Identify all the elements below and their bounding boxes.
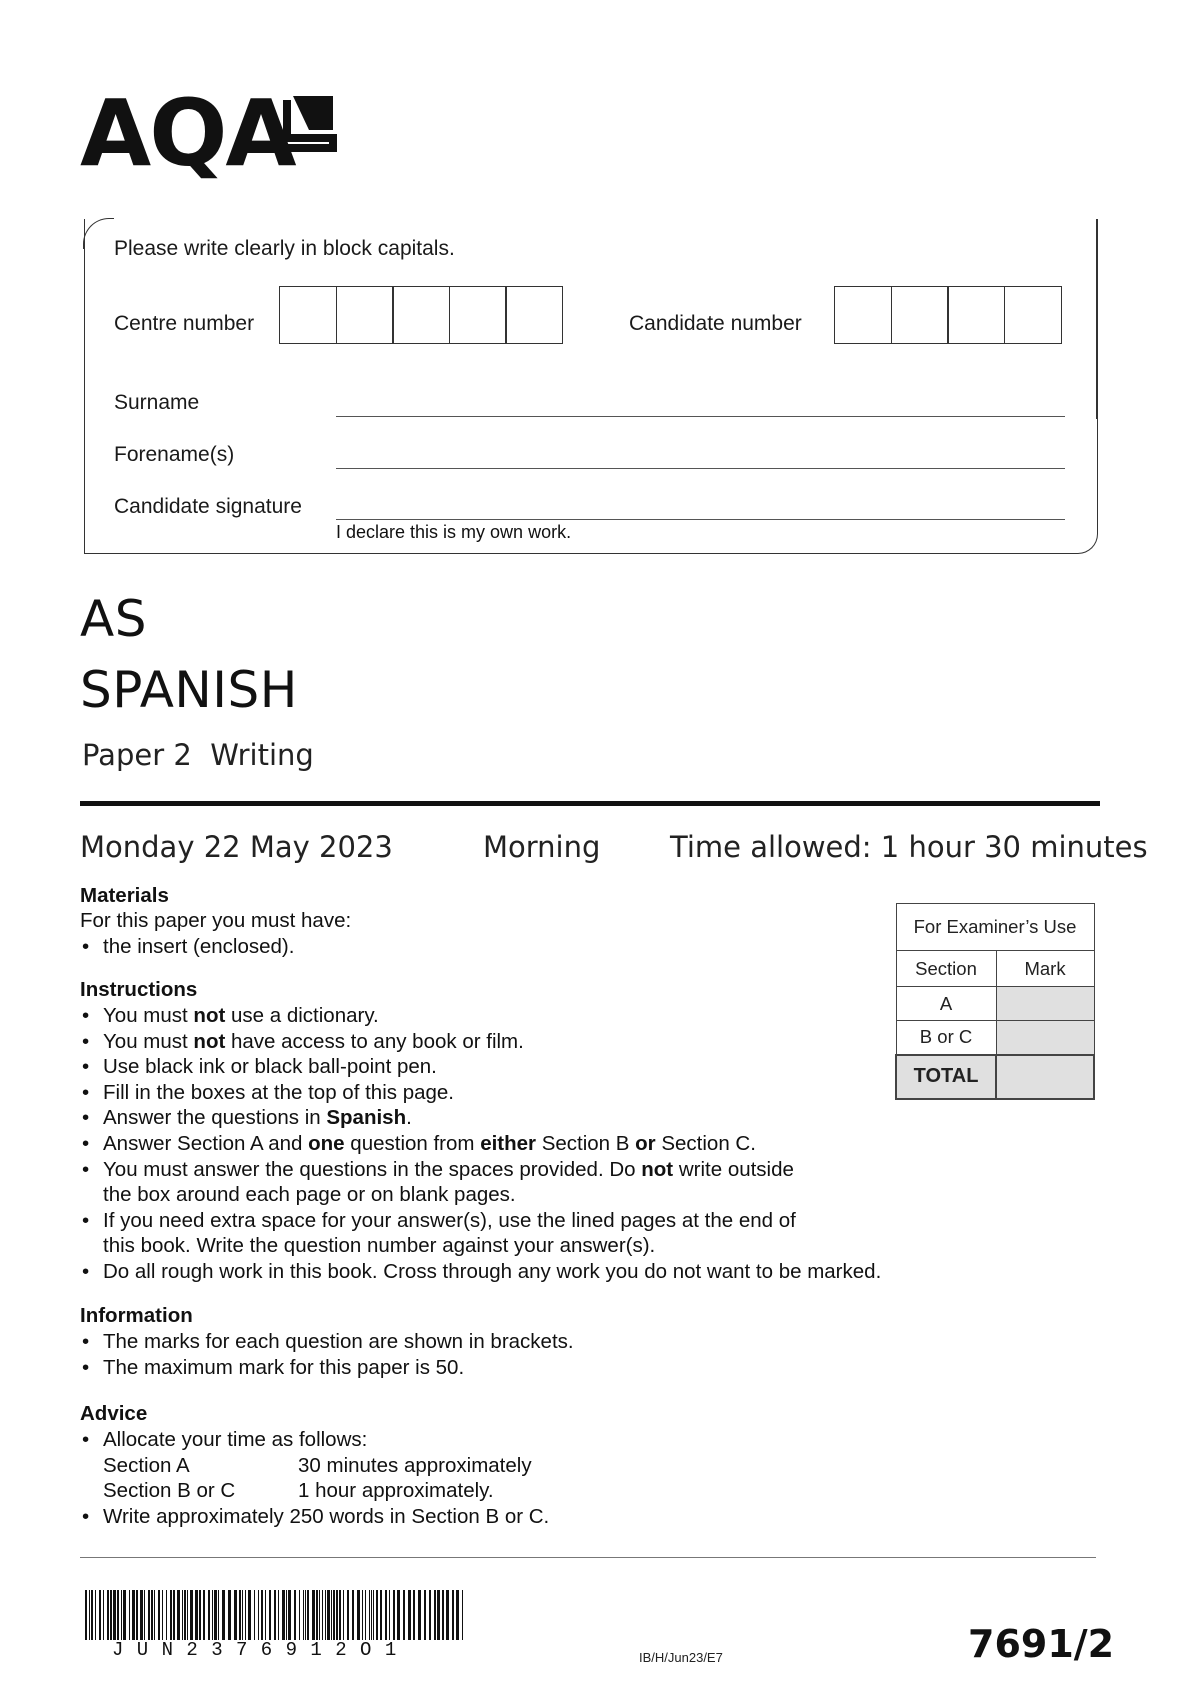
barcode-bar (429, 1590, 431, 1640)
barcode-bar (357, 1590, 360, 1640)
barcode-bar (110, 1590, 112, 1640)
declaration-text: I declare this is my own work. (336, 522, 572, 542)
barcode-bar (148, 1590, 150, 1640)
barcode-bar (393, 1590, 395, 1640)
centre-number-label: Centre number (114, 312, 255, 335)
barcode-bar (303, 1590, 304, 1640)
qualification-level: AS (80, 590, 147, 648)
examiner-row-section: A (896, 987, 996, 1021)
barcode-bar (325, 1590, 326, 1640)
barcode-bar (166, 1590, 167, 1640)
barcode-bar (170, 1590, 172, 1640)
candidate-number-digit-box[interactable] (891, 286, 949, 344)
barcode-bar (316, 1590, 318, 1640)
barcode-bar (245, 1590, 246, 1640)
barcode-bar (140, 1590, 143, 1640)
barcode-bar (203, 1590, 205, 1640)
barcode-bar (265, 1590, 266, 1640)
barcode-bar (144, 1590, 145, 1640)
candidate-number-digit-box[interactable] (834, 286, 892, 344)
barcode-bar (218, 1590, 219, 1640)
centre-number-digit-box[interactable] (392, 286, 450, 344)
examiner-col-mark: Mark (996, 951, 1094, 987)
paper-code: 7691/2 (968, 1622, 1115, 1666)
barcode-bar (208, 1590, 210, 1640)
advice-section-a-time: 30 minutes approximately (298, 1453, 532, 1477)
barcode-bar (462, 1590, 463, 1640)
barcode-bar (403, 1590, 405, 1640)
footer-divider (80, 1557, 1096, 1558)
barcode-bar (352, 1590, 354, 1640)
advice-section-bc-time: 1 hour approximately. (298, 1479, 494, 1503)
barcode-bar (322, 1590, 323, 1640)
barcode-bar (369, 1590, 370, 1640)
barcode-bar (261, 1590, 263, 1640)
barcode-bar (327, 1590, 330, 1640)
materials-heading: Materials (80, 884, 169, 907)
barcode-bar (212, 1590, 213, 1640)
materials-section (80, 884, 860, 959)
barcode-bar (437, 1590, 440, 1640)
list-item: • The marks for each question are shown in brackets. (80, 1329, 860, 1355)
instructions-heading: Instructions (80, 978, 198, 1001)
barcode-bar (347, 1590, 349, 1640)
barcode-bar (121, 1590, 122, 1640)
barcode-bar (107, 1590, 109, 1640)
block-capitals-instruction: Please write clearly in block capitals. (114, 237, 455, 260)
advice-heading: Advice (80, 1402, 148, 1425)
centre-number-digit-box[interactable] (279, 286, 337, 344)
barcode-bar (305, 1590, 306, 1640)
barcode-bar (269, 1590, 271, 1640)
forenames-label: Forename(s) (114, 443, 235, 466)
barcode-bar (452, 1590, 454, 1640)
candidate-box-right-edge (1096, 219, 1098, 419)
barcode-bar (199, 1590, 201, 1640)
barcode-bar (190, 1590, 193, 1640)
barcode-bar (187, 1590, 188, 1640)
barcode-bar (117, 1590, 119, 1640)
subject-title: SPANISH (80, 661, 298, 719)
barcode-bar (242, 1590, 243, 1640)
barcode-bar (184, 1590, 186, 1640)
instructions-list (80, 1003, 940, 1285)
barcode-bar (397, 1590, 400, 1640)
barcode-bar (136, 1590, 138, 1640)
forenames-line[interactable] (336, 468, 1065, 469)
barcode-bar (288, 1590, 291, 1640)
examiner-mark-cell (996, 1021, 1094, 1055)
barcode-bar (331, 1590, 332, 1640)
barcode-bar (299, 1590, 300, 1640)
barcode-bar (278, 1590, 279, 1640)
advice-list (80, 1427, 860, 1529)
list-item: • Write approximately 250 words in Section B or C. (80, 1504, 860, 1530)
barcode-bar (85, 1590, 87, 1640)
examiner-table-title: For Examiner’s Use (896, 904, 1094, 951)
barcode-text: JUN2376912O1 (112, 1639, 410, 1661)
information-list (80, 1329, 860, 1380)
candidate-number-label: Candidate number (629, 312, 802, 335)
advice-section (80, 1402, 860, 1529)
advice-section-a-label: Section A (103, 1453, 190, 1477)
barcode-bar (307, 1590, 309, 1640)
barcode-bar (151, 1590, 153, 1640)
barcode-bar (228, 1590, 231, 1640)
barcode-bar (173, 1590, 175, 1640)
information-section (80, 1304, 860, 1380)
list-item: • If you need extra space for your answer(s), use the lined pages at the end of this book. Write the question number against your answer(s). (80, 1208, 823, 1259)
list-item: • Answer Section A and one question from either Section B or Section C. (80, 1131, 940, 1157)
materials-list (80, 934, 860, 960)
list-item: • You must answer the questions in the spaces provided. Do not write outside the box around each page or on blank pages. (80, 1157, 823, 1208)
barcode-bar (424, 1590, 426, 1640)
barcode-bar (434, 1590, 436, 1640)
barcode-bar (371, 1590, 372, 1640)
barcode-bar (442, 1590, 444, 1640)
barcode-bar (214, 1590, 217, 1640)
centre-number-digit-box[interactable] (449, 286, 507, 344)
barcode-bar (154, 1590, 155, 1640)
barcode-bar (234, 1590, 237, 1640)
list-item: • You must not use a dictionary. (80, 1003, 940, 1029)
instructions-section (80, 978, 940, 1285)
examiner-use-table (895, 903, 1095, 1100)
barcode-bar (376, 1590, 378, 1640)
centre-number-digit-box[interactable] (505, 286, 563, 344)
barcode-bar (373, 1590, 374, 1640)
list-item: • the insert (enclosed). (80, 934, 860, 960)
barcode-bar (456, 1590, 459, 1640)
title-divider (80, 801, 1100, 806)
information-heading: Information (80, 1304, 193, 1327)
barcode-bar (239, 1590, 241, 1640)
barcode-bar (248, 1590, 251, 1640)
barcode-bar (408, 1590, 411, 1640)
barcode-bar (132, 1590, 135, 1640)
barcode-bar (339, 1590, 341, 1640)
paper-title: Paper 2 Writing (82, 738, 314, 772)
barcode-bar (258, 1590, 259, 1640)
examiner-total-label: TOTAL (896, 1055, 996, 1099)
aqa-logo-mark-icon (283, 92, 339, 152)
barcode-bar (282, 1590, 285, 1640)
candidate-number-digit-box[interactable] (1004, 286, 1062, 344)
list-item: • Do all rough work in this book. Cross through any work you do not want to be marked. (80, 1259, 940, 1285)
examiner-col-section: Section (896, 951, 996, 987)
barcode-bar (286, 1590, 287, 1640)
paper-reference: IB/H/Jun23/E7 (639, 1650, 723, 1665)
list-item: • Answer the questions in Spanish. (80, 1105, 940, 1131)
barcode-bar (158, 1590, 160, 1640)
barcode-bar (343, 1590, 344, 1640)
examiner-mark-cell (996, 987, 1094, 1021)
list-item: • Use black ink or black ball-point pen. (80, 1054, 940, 1080)
centre-number-digit-box[interactable] (336, 286, 394, 344)
barcode-bar (91, 1590, 93, 1640)
list-item: • The maximum mark for this paper is 50. (80, 1355, 860, 1381)
barcode-bar (182, 1590, 183, 1640)
barcode-bar (129, 1590, 130, 1640)
materials-intro: For this paper you must have: (80, 909, 352, 932)
barcode-bar (162, 1590, 163, 1640)
barcode-bar (418, 1590, 421, 1640)
list-item: • Allocate your time as follows: Section A 30 minutes approximately Section B or C 1 hour approximately. (80, 1427, 860, 1504)
barcode-bar (362, 1590, 363, 1640)
barcode-bar (195, 1590, 198, 1640)
advice-section-bc-label: Section B or C (103, 1479, 236, 1503)
candidate-number-field[interactable] (834, 286, 1062, 344)
exam-date: Monday 22 May 2023 (80, 830, 393, 864)
barcode-bar (385, 1590, 387, 1640)
barcode-bar (103, 1590, 104, 1640)
barcode-bar (319, 1590, 320, 1640)
examiner-row-section: B or C (896, 1021, 996, 1055)
list-item: • Fill in the boxes at the top of this page. (80, 1080, 940, 1106)
barcode-bar (365, 1590, 366, 1640)
barcode-bar (389, 1590, 390, 1640)
barcode-bar (177, 1590, 180, 1640)
barcode-bar (446, 1590, 449, 1640)
exam-session: Morning (483, 830, 601, 864)
barcode-bar (99, 1590, 101, 1640)
surname-label: Surname (114, 391, 200, 414)
time-allowed: Time allowed: 1 hour 30 minutes (670, 830, 1148, 864)
barcode-bar (113, 1590, 116, 1640)
barcode-bar (254, 1590, 255, 1640)
barcode-bar (413, 1590, 415, 1640)
barcode-icon (85, 1590, 469, 1640)
list-item: • You must not have access to any book or film. (80, 1029, 940, 1055)
barcode-bar (336, 1590, 338, 1640)
barcode-bar (294, 1590, 296, 1640)
signature-label: Candidate signature (114, 495, 302, 518)
surname-line[interactable] (336, 416, 1065, 417)
candidate-number-digit-box[interactable] (947, 286, 1005, 344)
barcode-bar (89, 1590, 90, 1640)
signature-line[interactable] (336, 519, 1065, 520)
examiner-total-cell (996, 1055, 1094, 1099)
aqa-logo-text: AQA (80, 80, 295, 187)
barcode-bar (333, 1590, 335, 1640)
barcode-bar (380, 1590, 382, 1640)
barcode-bar (123, 1590, 126, 1640)
barcode-bar (312, 1590, 315, 1640)
barcode-bar (274, 1590, 276, 1640)
barcode-bar (95, 1590, 96, 1640)
centre-number-field[interactable] (279, 286, 563, 344)
barcode-bar (222, 1590, 225, 1640)
